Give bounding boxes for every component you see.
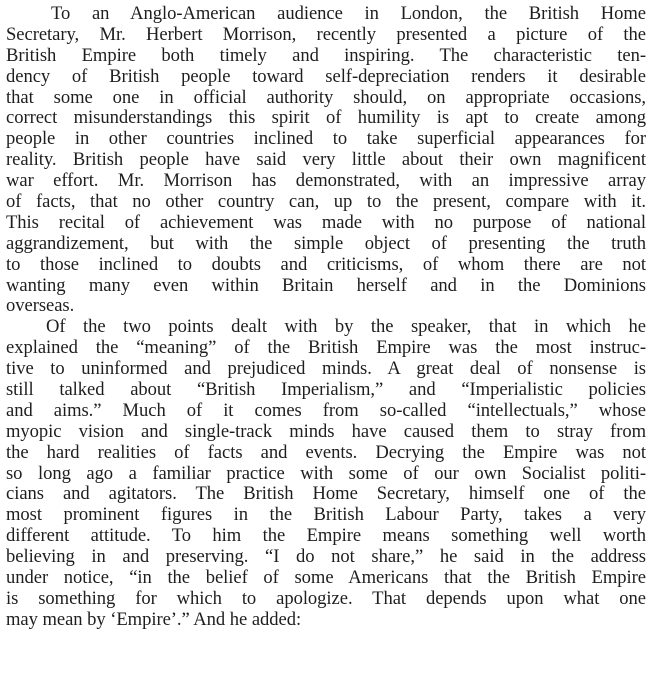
text-line: that some one in official authority should, on appropriate occasions, — [6, 86, 646, 108]
text-line: reality. British people have said very little about their own magnificent — [6, 149, 646, 171]
text-line: wanting many even within Britain herself and in the Dominions — [6, 274, 646, 296]
text-line: and aims.” Much of it comes from so-called “intellectuals,” whose — [6, 399, 646, 421]
text-line: overseas. — [6, 295, 75, 317]
paragraph-2 — [6, 317, 646, 630]
text-line: different attitude. To him the Empire means something well worth — [6, 525, 646, 547]
text-line: most prominent figures in the British Labour Party, takes a very — [6, 504, 646, 526]
text-line: may mean by ‘Empire’.” And he added: — [6, 608, 302, 630]
text-line: British Empire both timely and inspiring. The characteristic ten- — [6, 44, 646, 66]
text-line: believing in and preserving. “I do not share,” he said in the address — [6, 546, 646, 568]
text-line: is something for which to apologize. That depends upon what one — [6, 587, 646, 609]
text-line: the hard realities of facts and events. Decrying the Empire was not — [6, 441, 646, 463]
document-page — [6, 4, 646, 631]
text-line: of facts, that no other country can, up to the present, compare with it. — [6, 191, 646, 213]
text-line: so long ago a familiar practice with some of our own Socialist politi- — [6, 462, 646, 484]
text-line: under notice, “in the belief of some Americans that the British Empire — [6, 567, 646, 589]
text-line: to those inclined to doubts and criticisms, of whom there are not — [6, 253, 646, 275]
text-line: myopic vision and single-track minds have caused them to stray from — [6, 420, 646, 442]
text-line: Of the two points dealt with by the speaker, that in which he — [46, 316, 646, 338]
text-line: war effort. Mr. Morrison has demonstrated, with an impressive array — [6, 170, 646, 192]
text-line: people in other countries inclined to take superficial appearances for — [6, 128, 646, 150]
text-line: aggrandizement, but with the simple object of presenting the truth — [6, 232, 646, 254]
text-line: tive to uninformed and prejudiced minds. A great deal of nonsense is — [6, 358, 646, 380]
text-line: cians and agitators. The British Home Secretary, himself one of the — [6, 483, 646, 505]
paragraph-1 — [6, 4, 646, 317]
text-line: To an Anglo-American audience in London, the British Home — [51, 3, 646, 24]
text-line: still talked about “British Imperialism,” and “Imperialistic policies — [6, 379, 646, 401]
text-line: This recital of achievement was made with no purpose of national — [6, 211, 646, 233]
text-line: correct misunderstandings this spirit of humility is apt to create among — [6, 107, 646, 129]
text-line: dency of British people toward self-depreciation renders it desirable — [6, 65, 646, 87]
text-line: Secretary, Mr. Herbert Morrison, recently presented a picture of the — [6, 23, 646, 45]
text-line: explained the “meaning” of the British Empire was the most instruc- — [6, 337, 646, 359]
